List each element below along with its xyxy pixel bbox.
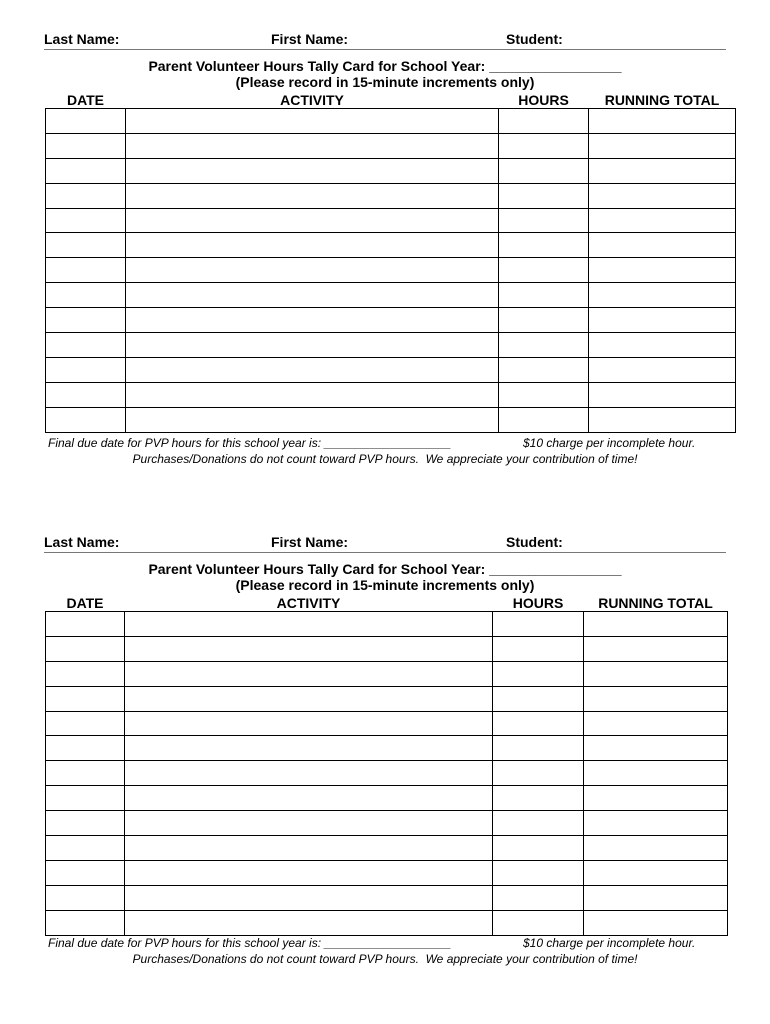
hours-cell[interactable] [493,686,584,711]
due-date-line: Final due date for PVP hours for this school year is: ___________________ [48,436,452,450]
table-row [46,885,728,910]
table-body [46,109,736,433]
running-total-cell[interactable] [584,836,728,861]
last-name-label: Last Name: [44,31,120,47]
activity-cell[interactable] [126,308,499,333]
table-row [46,736,728,761]
date-cell[interactable] [46,885,125,910]
date-cell[interactable] [46,283,126,308]
table-row [46,283,736,308]
running-total-cell[interactable] [589,258,736,283]
hours-cell[interactable] [499,208,589,233]
running-total-cell[interactable] [584,736,728,761]
date-cell[interactable] [46,357,126,382]
date-cell[interactable] [46,786,125,811]
date-cell[interactable] [46,612,125,637]
column-header-date: DATE [46,594,125,612]
hours-cell[interactable] [499,158,589,183]
table-row [46,233,736,258]
table-row [46,836,728,861]
table-row [46,357,736,382]
column-header-hours: HOURS [493,594,584,612]
hours-cell[interactable] [499,233,589,258]
charge-note: $10 charge per incomplete hour. [523,936,696,950]
hours-cell[interactable] [499,308,589,333]
last-name-label: Last Name: [44,534,120,550]
table-row [46,133,736,158]
running-total-cell[interactable] [584,761,728,786]
hours-cell[interactable] [499,283,589,308]
activity-cell[interactable] [126,283,499,308]
column-header-hours: HOURS [499,91,589,109]
hours-cell[interactable] [493,636,584,661]
date-cell[interactable] [46,711,125,736]
date-cell[interactable] [46,208,126,233]
column-header-running-total: RUNNING TOTAL [589,91,736,109]
hours-cell[interactable] [493,786,584,811]
table-row [46,109,736,134]
hours-cell[interactable] [499,333,589,358]
tally-table [45,91,736,433]
table-header-row [46,91,736,109]
table-row [46,811,728,836]
date-cell[interactable] [46,183,126,208]
card-header [44,534,726,553]
running-total-cell[interactable] [584,786,728,811]
table-row [46,761,728,786]
table-row [46,636,728,661]
running-total-cell[interactable] [589,109,736,134]
activity-cell[interactable] [126,133,499,158]
card-header [44,31,726,50]
column-header-activity: ACTIVITY [126,91,499,109]
activity-cell[interactable] [125,686,493,711]
running-total-cell[interactable] [584,661,728,686]
date-cell[interactable] [46,109,126,134]
card-subtitle: (Please record in 15-minute increments only) [235,577,535,593]
hours-cell[interactable] [499,407,589,432]
date-cell[interactable] [46,407,126,432]
activity-cell[interactable] [126,357,499,382]
running-total-cell[interactable] [589,233,736,258]
hours-cell[interactable] [493,661,584,686]
hours-cell[interactable] [493,761,584,786]
table-row [46,333,736,358]
table-row [46,208,736,233]
student-label: Student: [506,31,563,47]
hours-cell[interactable] [499,357,589,382]
hours-cell[interactable] [493,885,584,910]
column-header-date: DATE [46,91,126,109]
running-total-cell[interactable] [589,283,736,308]
date-cell[interactable] [46,636,125,661]
hours-cell[interactable] [493,711,584,736]
date-cell[interactable] [46,258,126,283]
activity-cell[interactable] [126,109,499,134]
date-cell[interactable] [46,308,126,333]
activity-cell[interactable] [126,407,499,432]
activity-cell[interactable] [125,636,493,661]
student-label: Student: [506,534,563,550]
date-cell[interactable] [46,761,125,786]
running-total-cell[interactable] [589,357,736,382]
activity-cell[interactable] [126,208,499,233]
date-cell[interactable] [46,158,126,183]
hours-cell[interactable] [493,836,584,861]
running-total-cell[interactable] [584,612,728,637]
activity-cell[interactable] [126,258,499,283]
column-header-running-total: RUNNING TOTAL [584,594,728,612]
activity-cell[interactable] [125,811,493,836]
running-total-cell[interactable] [589,133,736,158]
table-row [46,308,736,333]
activity-cell[interactable] [125,711,493,736]
hours-cell[interactable] [499,133,589,158]
running-total-cell[interactable] [584,711,728,736]
charge-note: $10 charge per incomplete hour. [523,436,696,450]
table-row [46,661,728,686]
running-total-cell[interactable] [589,208,736,233]
activity-cell[interactable] [126,233,499,258]
table-row [46,786,728,811]
hours-cell[interactable] [499,258,589,283]
column-header-activity: ACTIVITY [125,594,493,612]
tally-table [45,594,728,936]
date-cell[interactable] [46,736,125,761]
running-total-cell[interactable] [584,910,728,935]
table-row [46,910,728,935]
date-cell[interactable] [46,910,125,935]
activity-cell[interactable] [126,158,499,183]
running-total-cell[interactable] [589,407,736,432]
running-total-cell[interactable] [589,382,736,407]
date-cell[interactable] [46,233,126,258]
table-row [46,258,736,283]
table-row [46,183,736,208]
hours-cell[interactable] [499,382,589,407]
hours-cell[interactable] [499,183,589,208]
date-cell[interactable] [46,133,126,158]
hours-cell[interactable] [493,736,584,761]
hours-cell[interactable] [493,860,584,885]
card-title: Parent Volunteer Hours Tally Card for School Year: _________________ [148,58,622,74]
running-total-cell[interactable] [584,811,728,836]
running-total-cell[interactable] [589,183,736,208]
activity-cell[interactable] [125,612,493,637]
table-header-row [46,594,728,612]
table-row [46,860,728,885]
first-name-label: First Name: [271,31,349,47]
donation-note: Purchases/Donations do not count toward PVP hours. We appreciate your contribution of time! [132,952,638,966]
activity-cell[interactable] [125,736,493,761]
activity-cell[interactable] [126,333,499,358]
activity-cell[interactable] [126,382,499,407]
date-cell[interactable] [46,860,125,885]
table-row [46,158,736,183]
activity-cell[interactable] [125,910,493,935]
running-total-cell[interactable] [584,860,728,885]
activity-cell[interactable] [125,885,493,910]
running-total-cell[interactable] [584,686,728,711]
activity-cell[interactable] [125,761,493,786]
activity-cell[interactable] [125,661,493,686]
activity-cell[interactable] [125,836,493,861]
date-cell[interactable] [46,333,126,358]
table-body [46,612,728,936]
table-row [46,382,736,407]
activity-cell[interactable] [126,183,499,208]
card-title: Parent Volunteer Hours Tally Card for School Year: _________________ [148,561,622,577]
table-row [46,612,728,637]
date-cell[interactable] [46,836,125,861]
date-cell[interactable] [46,811,125,836]
due-date-line: Final due date for PVP hours for this school year is: ___________________ [48,936,452,950]
date-cell[interactable] [46,661,125,686]
running-total-cell[interactable] [589,158,736,183]
card-subtitle: (Please record in 15-minute increments only) [235,74,535,90]
table-row [46,407,736,432]
first-name-label: First Name: [271,534,349,550]
donation-note: Purchases/Donations do not count toward PVP hours. We appreciate your contribution of time! [132,452,638,466]
table-row [46,686,728,711]
hours-cell[interactable] [493,612,584,637]
activity-cell[interactable] [125,860,493,885]
running-total-cell[interactable] [589,333,736,358]
running-total-cell[interactable] [584,636,728,661]
activity-cell[interactable] [125,786,493,811]
running-total-cell[interactable] [589,308,736,333]
running-total-cell[interactable] [584,885,728,910]
date-cell[interactable] [46,686,125,711]
hours-cell[interactable] [493,811,584,836]
table-row [46,711,728,736]
hours-cell[interactable] [493,910,584,935]
date-cell[interactable] [46,382,126,407]
hours-cell[interactable] [499,109,589,134]
